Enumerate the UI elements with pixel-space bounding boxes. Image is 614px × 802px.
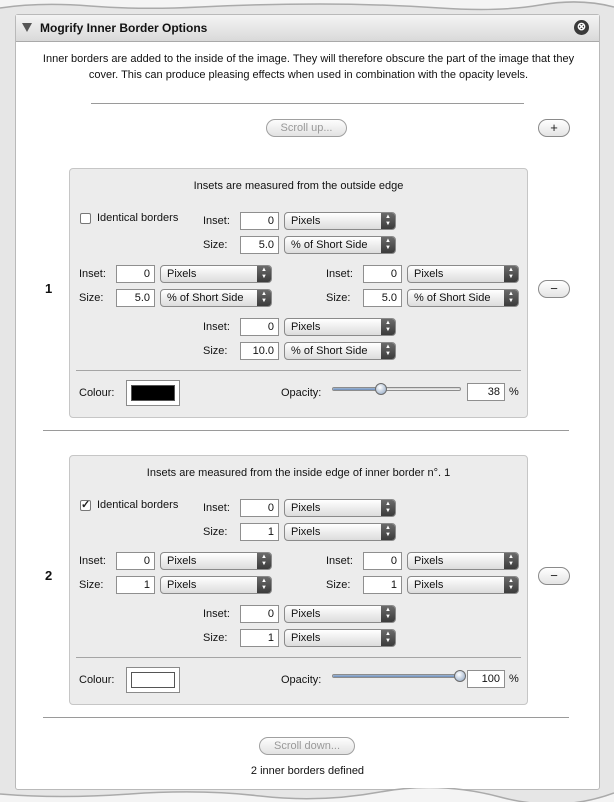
border-1-number: 1 xyxy=(45,281,53,296)
border-2-left-inset-unit-select[interactable] xyxy=(160,552,272,570)
border-2-bottom-size-unit-select[interactable] xyxy=(284,629,396,647)
border-2-right-inset-unit: Pixels xyxy=(414,555,444,567)
border-1-opacity-slider[interactable] xyxy=(332,387,461,391)
border-2-bottom-size-unit: Pixels xyxy=(291,632,321,644)
border-2-top-size-label: Size: xyxy=(203,526,228,538)
border-1-left-size-unit-select[interactable] xyxy=(160,289,272,307)
border-1-divider xyxy=(76,370,521,371)
panel-title: Mogrify Inner Border Options xyxy=(40,21,208,35)
border-2-bottom-size-label: Size: xyxy=(203,632,228,644)
border-1-right-size-unit: % of Short Side xyxy=(414,292,491,304)
stepper-arrows-icon: ▲ ▼ xyxy=(504,577,518,593)
border-1-right-inset-unit: Pixels xyxy=(414,268,444,280)
border-2-left-inset-field[interactable]: 0 xyxy=(116,552,155,570)
remove-border-2-button[interactable]: − xyxy=(538,567,570,585)
border-2-bottom-inset-unit: Pixels xyxy=(291,608,321,620)
border-1-left-inset-unit: Pixels xyxy=(167,268,197,280)
border-1-left-size-label: Size: xyxy=(79,292,104,304)
border-1-top-inset-field[interactable]: 0 xyxy=(240,212,279,230)
border-1-bottom-size-unit-select[interactable] xyxy=(284,342,396,360)
border-1-identical-checkbox[interactable] xyxy=(80,213,91,224)
border-1-right-inset-unit-select[interactable] xyxy=(407,265,519,283)
border-2-left-inset-label: Inset: xyxy=(79,555,106,567)
border-2-right-inset-label: Inset: xyxy=(326,555,353,567)
border-2-opacity-label: Opacity: xyxy=(281,674,322,686)
border-1-top-inset-label: Inset: xyxy=(203,215,230,227)
border-1-right-inset-field[interactable]: 0 xyxy=(363,265,402,283)
border-2-left-inset-unit: Pixels xyxy=(167,555,197,567)
border-2-right-inset-field[interactable]: 0 xyxy=(363,552,402,570)
border-1-percent-label: % xyxy=(509,386,519,398)
border-1-opacity-field[interactable]: 38 xyxy=(467,383,505,401)
border-2-colour-swatch xyxy=(131,672,175,688)
stepper-arrows-icon: ▲ ▼ xyxy=(381,343,395,359)
border-2-right-inset-unit-select[interactable] xyxy=(407,552,519,570)
border-1-bottom-inset-field[interactable]: 0 xyxy=(240,318,279,336)
border-1-right-size-field[interactable]: 5.0 xyxy=(363,289,402,307)
border-1-top-inset-unit-select[interactable] xyxy=(284,212,396,230)
border-2-divider xyxy=(76,657,521,658)
stepper-arrows-icon: ▲ ▼ xyxy=(381,319,395,335)
panel-titlebar[interactable] xyxy=(16,15,599,42)
scroll-down-button[interactable]: Scroll down... xyxy=(259,737,355,755)
border-2-left-size-unit: Pixels xyxy=(167,579,197,591)
border-2-right-size-label: Size: xyxy=(326,579,351,591)
border-2-opacity-slider[interactable] xyxy=(332,674,461,678)
border-2-top-inset-unit-select[interactable] xyxy=(284,499,396,517)
border-1-identical-label: Identical borders xyxy=(97,212,179,224)
border-2-opacity-field[interactable]: 100 xyxy=(467,670,505,688)
border-2-heading: Insets are measured from the inside edge of inner border n°. 1 xyxy=(146,467,451,479)
border-1-top-size-unit-select[interactable] xyxy=(284,236,396,254)
border-2-left-size-field[interactable]: 1 xyxy=(116,576,155,594)
border-2-top-size-unit: Pixels xyxy=(291,526,321,538)
border-1-opacity-label: Opacity: xyxy=(281,387,322,399)
border-2-left-size-unit-select[interactable] xyxy=(160,576,272,594)
stepper-arrows-icon: ▲ ▼ xyxy=(381,213,395,229)
border-2-top-size-field[interactable]: 1 xyxy=(240,523,279,541)
stepper-arrows-icon: ▲ ▼ xyxy=(381,630,395,646)
border-1-left-inset-label: Inset: xyxy=(79,268,106,280)
border-2-bottom-size-field[interactable]: 1 xyxy=(240,629,279,647)
add-border-button[interactable]: + xyxy=(538,119,570,137)
border-1-heading: Insets are measured from the outside edge xyxy=(193,180,404,192)
stepper-arrows-icon: ▲ ▼ xyxy=(504,266,518,282)
border-2-opacity-fill xyxy=(333,675,460,677)
border-1-right-size-unit-select[interactable] xyxy=(407,289,519,307)
border-1-bottom-size-label: Size: xyxy=(203,345,228,357)
border-1-opacity-knob[interactable] xyxy=(375,383,387,395)
disclosure-triangle-icon[interactable] xyxy=(22,23,32,32)
stepper-arrows-icon: ▲ ▼ xyxy=(257,266,271,282)
border-1-box xyxy=(69,168,528,418)
border-1-top-size-field[interactable]: 5.0 xyxy=(240,236,279,254)
stepper-arrows-icon: ▲ ▼ xyxy=(381,606,395,622)
border-1-colour-swatch xyxy=(131,385,175,401)
borders-count-summary: 2 inner borders defined xyxy=(250,765,365,777)
border-2-number: 2 xyxy=(45,568,53,583)
border-2-bottom-inset-field[interactable]: 0 xyxy=(240,605,279,623)
border-2-top-inset-field[interactable]: 0 xyxy=(240,499,279,517)
section-divider xyxy=(43,430,569,431)
border-2-top-inset-label: Inset: xyxy=(203,502,230,514)
border-1-bottom-size-unit: % of Short Side xyxy=(291,345,368,357)
stepper-arrows-icon: ▲ ▼ xyxy=(504,553,518,569)
border-1-bottom-size-field[interactable]: 10.0 xyxy=(240,342,279,360)
border-2-identical-label: Identical borders xyxy=(97,499,179,511)
border-2-percent-label: % xyxy=(509,673,519,685)
border-1-opacity-fill xyxy=(333,388,381,390)
remove-border-1-button[interactable]: − xyxy=(538,280,570,298)
inner-border-options-panel xyxy=(15,14,600,790)
scroll-up-button[interactable]: Scroll up... xyxy=(266,119,347,137)
border-1-top-inset-unit: Pixels xyxy=(291,215,321,227)
border-1-left-size-field[interactable]: 5.0 xyxy=(116,289,155,307)
border-1-bottom-inset-unit: Pixels xyxy=(291,321,321,333)
border-2-right-size-unit-select[interactable] xyxy=(407,576,519,594)
stepper-arrows-icon: ▲ ▼ xyxy=(257,290,271,306)
border-2-bottom-inset-label: Inset: xyxy=(203,608,230,620)
border-1-left-size-unit: % of Short Side xyxy=(167,292,244,304)
border-2-bottom-inset-unit-select[interactable] xyxy=(284,605,396,623)
stepper-arrows-icon: ▲ ▼ xyxy=(381,237,395,253)
stepper-arrows-icon: ▲ ▼ xyxy=(381,500,395,516)
border-1-right-size-label: Size: xyxy=(326,292,351,304)
border-1-colour-well[interactable] xyxy=(126,380,180,406)
border-2-right-size-field[interactable]: 1 xyxy=(363,576,402,594)
border-1-colour-label: Colour: xyxy=(79,387,115,399)
border-1-top-size-unit: % of Short Side xyxy=(291,239,368,251)
border-2-left-size-label: Size: xyxy=(79,579,104,591)
border-1-right-inset-label: Inset: xyxy=(326,268,353,280)
close-icon[interactable]: ⊗ xyxy=(574,20,589,35)
border-1-left-inset-unit-select[interactable] xyxy=(160,265,272,283)
border-1-bottom-inset-label: Inset: xyxy=(203,321,230,333)
stepper-arrows-icon: ▲ ▼ xyxy=(257,553,271,569)
border-2-top-inset-unit: Pixels xyxy=(291,502,321,514)
border-1-left-inset-field[interactable]: 0 xyxy=(116,265,155,283)
torn-edge-top xyxy=(0,0,614,14)
border-2-identical-checkbox[interactable] xyxy=(80,500,91,511)
border-1-bottom-inset-unit-select[interactable] xyxy=(284,318,396,336)
checkmark-icon: ✓ xyxy=(81,499,91,511)
border-2-box xyxy=(69,455,528,705)
intro-text: Inner borders are added to the inside of the image. They will therefore obscure the part of the image that they cover. This can produce pleasing effects when used in combination with the opacity levels. xyxy=(42,53,575,81)
intro-divider xyxy=(91,103,524,104)
stepper-arrows-icon: ▲ ▼ xyxy=(381,524,395,540)
torn-edge-bottom xyxy=(0,788,614,802)
border-2-top-size-unit-select[interactable] xyxy=(284,523,396,541)
border-2-colour-well[interactable] xyxy=(126,667,180,693)
stepper-arrows-icon: ▲ ▼ xyxy=(257,577,271,593)
section-divider xyxy=(43,717,569,718)
border-2-colour-label: Colour: xyxy=(79,674,115,686)
border-1-top-size-label: Size: xyxy=(203,239,228,251)
border-2-right-size-unit: Pixels xyxy=(414,579,444,591)
border-2-opacity-knob[interactable] xyxy=(454,670,466,682)
stepper-arrows-icon: ▲ ▼ xyxy=(504,290,518,306)
